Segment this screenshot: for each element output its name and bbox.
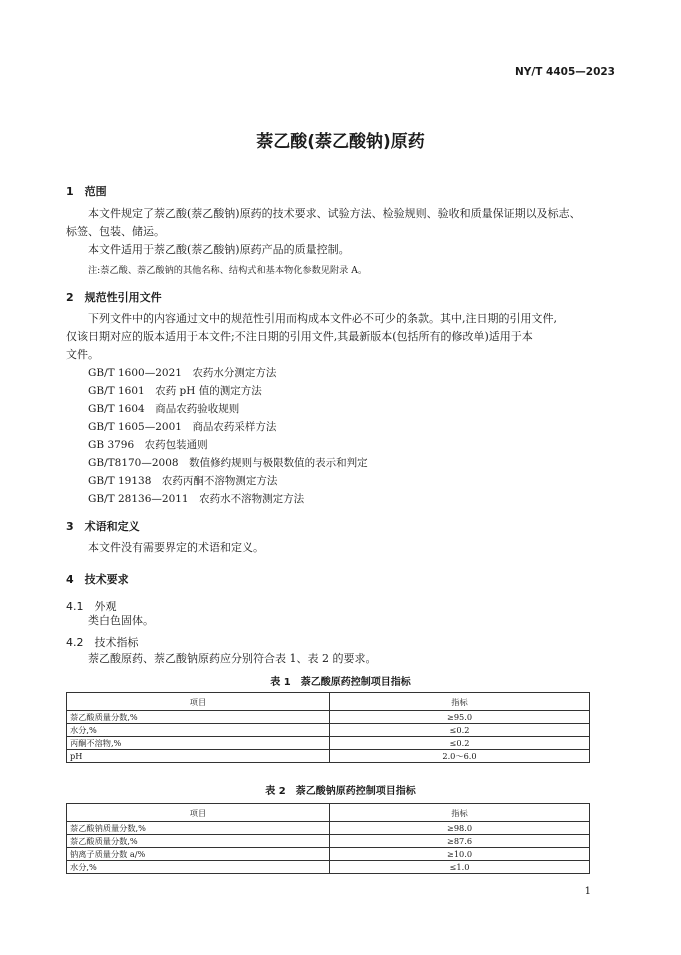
table-cell-item: 钠离子质量分数 a/% (67, 848, 330, 861)
reference-item (88, 455, 368, 470)
table-row (67, 737, 590, 750)
table-header-row (67, 804, 590, 822)
reference-item (88, 437, 208, 452)
table-2-caption: 表 2 萘乙酸钠原药控制项目指标 (265, 786, 416, 797)
section-3-heading: 3 术语和定义 (66, 520, 140, 533)
reference-code: GB/T 19138 (88, 475, 152, 487)
reference-title: 农药包装通则 (144, 439, 208, 451)
reference-code: GB/T 1604 (88, 403, 145, 415)
table-cell-item: 萘乙酸质量分数,% (67, 835, 330, 848)
table-cell-item: 萘乙酸钠质量分数,% (67, 822, 330, 835)
section-4-heading: 4 技术要求 (66, 573, 129, 586)
table-row (67, 750, 590, 763)
section-2-para-line-2: 仅该日期对应的版本适用于本文件;不注日期的引用文件,其最新版本(包括所有的修改单)适用于本 (66, 330, 533, 343)
table-cell-value: ≥95.0 (330, 711, 590, 724)
table-header-cell: 项目 (67, 693, 330, 711)
page-number: 1 (584, 886, 591, 897)
reference-code: GB 3796 (88, 439, 135, 451)
section-1-heading: 1 范围 (66, 185, 107, 198)
table-cell-item: 丙酮不溶物,% (67, 737, 330, 750)
section-1-para-2: 本文件适用于萘乙酸(萘乙酸钠)原药产品的质量控制。 (88, 243, 350, 256)
section-4-2-text: 萘乙酸原药、萘乙酸钠原药应分别符合表 1、表 2 的要求。 (88, 652, 377, 665)
reference-title: 数值修约规则与极限数值的表示和判定 (189, 457, 368, 469)
section-4-1-heading: 4.1 外观 (66, 600, 117, 613)
section-2-para-line-1: 下列文件中的内容通过文中的规范性引用而构成本文件必不可少的条款。其中,注日期的引用文件, (88, 312, 557, 325)
section-1-para-1-line-2: 标签、包装、储运。 (66, 225, 165, 238)
reference-item (88, 473, 277, 488)
table-cell-value: ≤0.2 (330, 724, 590, 737)
section-3-para: 本文件没有需要界定的术语和定义。 (88, 541, 264, 554)
table-row (67, 861, 590, 874)
reference-code: GB/T8170—2008 (88, 457, 179, 469)
section-1-note: 注:萘乙酸、萘乙酸钠的其他名称、结构式和基本物化参数见附录 A。 (88, 265, 368, 276)
reference-title: 农药 pH 值的测定方法 (155, 385, 262, 397)
table-1-caption: 表 1 萘乙酸原药控制项目指标 (270, 677, 411, 688)
table-header-cell: 指标 (330, 804, 590, 822)
section-2-para-line-3: 文件。 (66, 348, 99, 361)
section-4-2-heading: 4.2 技术指标 (66, 636, 139, 649)
reference-title: 农药水分测定方法 (192, 367, 277, 379)
table-header-cell: 指标 (330, 693, 590, 711)
table-cell-value: ≤1.0 (330, 861, 590, 874)
section-1-para-1-line-1: 本文件规定了萘乙酸(萘乙酸钠)原药的技术要求、试验方法、检验规则、验收和质量保证期以及标志、 (88, 207, 581, 220)
table-cell-item: 萘乙酸质量分数,% (67, 711, 330, 724)
table-row (67, 822, 590, 835)
reference-title: 农药丙酮不溶物测定方法 (161, 475, 278, 487)
table-row (67, 835, 590, 848)
table-cell-value: ≥98.0 (330, 822, 590, 835)
section-2-heading: 2 规范性引用文件 (66, 291, 162, 304)
section-4-1-text: 类白色固体。 (88, 614, 154, 627)
reference-item (88, 365, 276, 380)
reference-item (88, 383, 262, 398)
table-row (67, 724, 590, 737)
page-title: 萘乙酸(萘乙酸钠)原药 (256, 132, 425, 152)
reference-code: GB/T 1600—2021 (88, 367, 182, 379)
table-header-cell: 项目 (67, 804, 330, 822)
table-cell-item: 水分,% (67, 861, 330, 874)
reference-code: GB/T 28136—2011 (88, 493, 189, 505)
table-cell-value: ≥87.6 (330, 835, 590, 848)
reference-item (88, 401, 239, 416)
reference-title: 农药水不溶物测定方法 (199, 493, 305, 505)
table-row (67, 848, 590, 861)
table-1 (66, 692, 590, 763)
table-cell-value: ≤0.2 (330, 737, 590, 750)
table-cell-item: pH (67, 750, 330, 763)
reference-item (88, 419, 276, 434)
table-cell-item: 水分,% (67, 724, 330, 737)
standard-number: NY/T 4405—2023 (515, 66, 615, 78)
table-cell-value: ≥10.0 (330, 848, 590, 861)
table-2 (66, 803, 590, 874)
table-cell-value: 2.0～6.0 (330, 750, 590, 763)
reference-title: 商品农药验收规则 (155, 403, 240, 415)
reference-code: GB/T 1605—2001 (88, 421, 182, 433)
reference-item (88, 491, 304, 506)
table-header-row (67, 693, 590, 711)
reference-code: GB/T 1601 (88, 385, 145, 397)
table-row (67, 711, 590, 724)
reference-title: 商品农药采样方法 (192, 421, 277, 433)
